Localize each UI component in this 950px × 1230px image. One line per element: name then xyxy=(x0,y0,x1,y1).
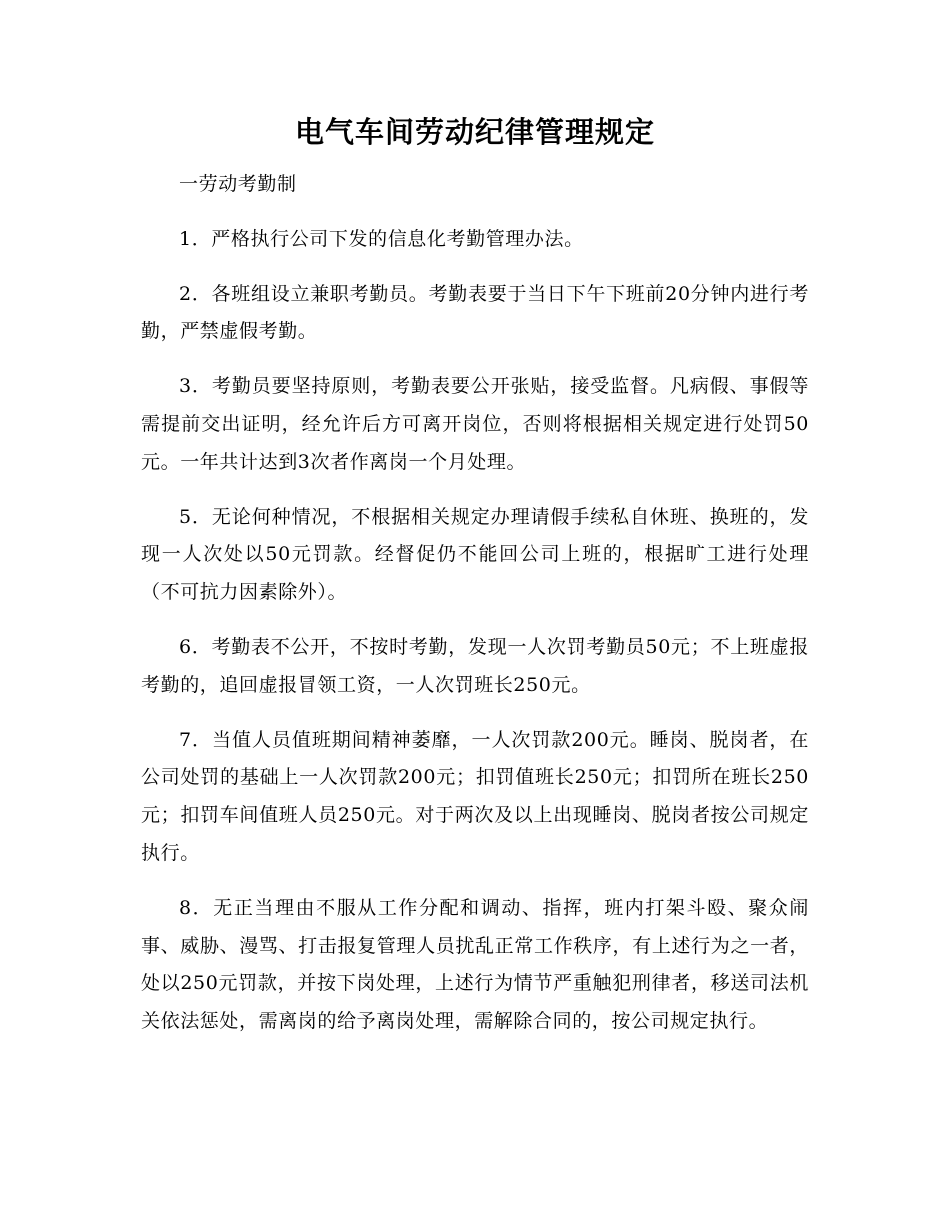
paragraph-rule-8: 8．无正当理由不服从工作分配和调动、指挥，班内打架斗殴、聚众闹事、威胁、漫骂、打击报复管理人员扰乱正常工作秩序，有上述行为之一者，处以250元罚款，并按下岗处理，上述行为情节严重触犯刑律者，移送司法机关依法惩处，需离岗的给予离岗处理，需解除合同的，按公司规定执行。 xyxy=(141,896,809,1033)
paragraph-rule-6: 6．考勤表不公开，不按时考勤，发现一人次罚考勤员50元；不上班虚报考勤的，追回虚报冒领工资，一人次罚班长250元。 xyxy=(141,635,809,696)
document-body xyxy=(141,166,809,1058)
paragraph-rule-2: 2．各班组设立兼职考勤员。考勤表要于当日下午下班前20分钟内进行考勤，严禁虚假考勤。 xyxy=(141,282,809,343)
paragraph-rule-7: 7．当值人员值班期间精神萎靡，一人次罚款200元。睡岗、脱岗者，在公司处罚的基础上一人次罚款200元；扣罚值班长250元；扣罚所在班长250元；扣罚车间值班人员250元。对于两次及以上出现睡岗、脱岗者按公司规定执行。 xyxy=(141,728,809,864)
paragraph-rule-1: 1．严格执行公司下发的信息化考勤管理办法。 xyxy=(179,227,584,250)
section-heading: 一劳动考勤制 xyxy=(179,173,297,195)
paragraph-rule-3: 3．考勤员要坚持原则，考勤表要公开张贴，接受监督。凡病假、事假等需提前交出证明，经允许后方可离开岗位，否则将根据相关规定进行处罚50元。一年共计达到3次者作离岗一个月处理。 xyxy=(141,375,809,473)
document-title: 电气车间劳动纪律管理规定 xyxy=(294,115,655,149)
paragraph-rule-5: 5．无论何种情况，不根据相关规定办理请假手续私自休班、换班的，发现一人次处以50元罚款。经督促仍不能回公司上班的，根据旷工进行处理（不可抗力因素除外）。 xyxy=(141,505,809,604)
